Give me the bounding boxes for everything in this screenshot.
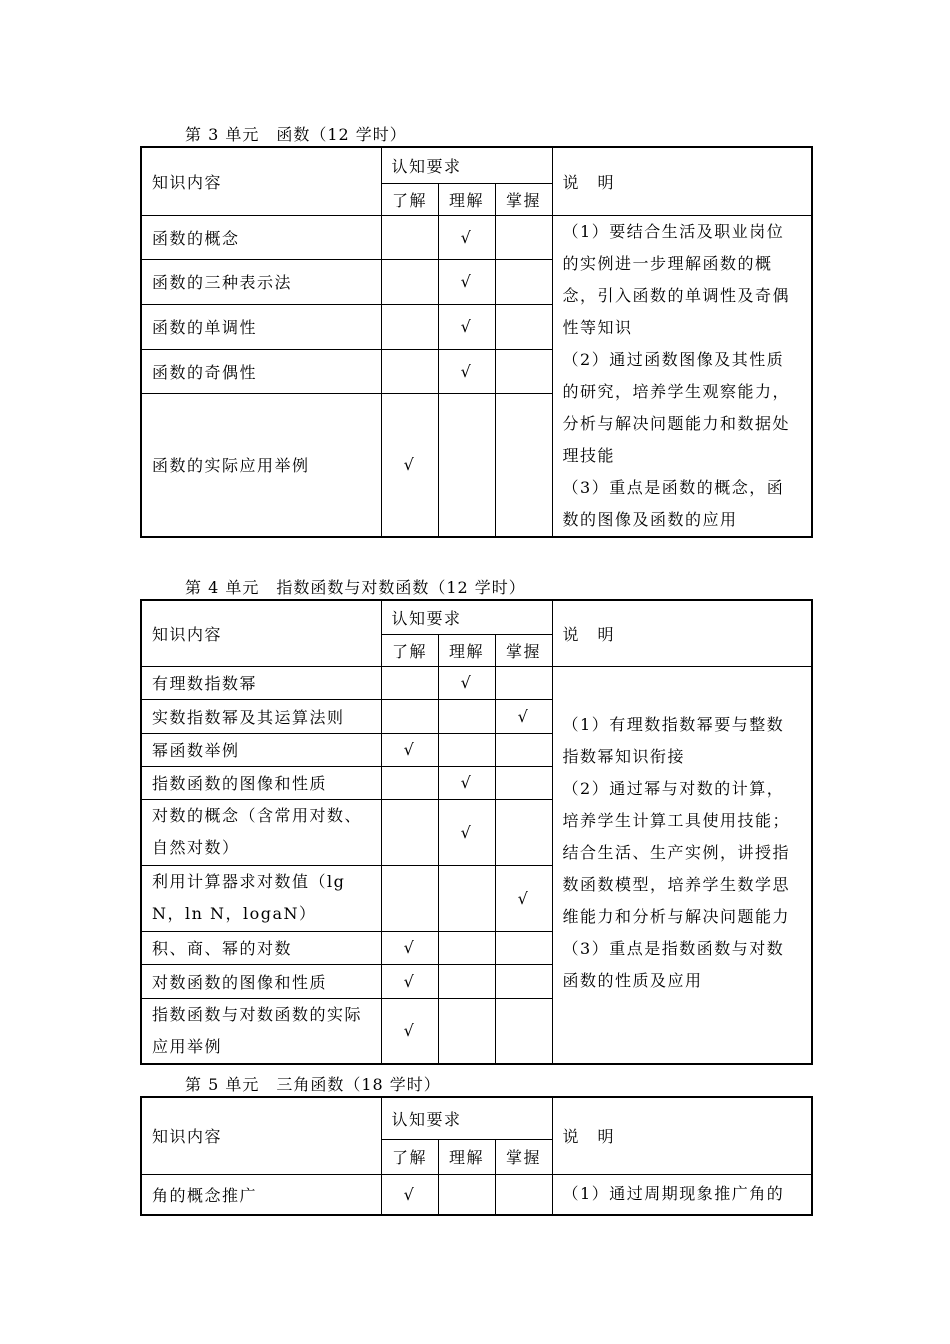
check-cell: √ bbox=[438, 766, 495, 799]
check-cell: √ bbox=[381, 1174, 438, 1215]
check-cell: √ bbox=[495, 699, 552, 733]
table-row-content: 利用计算器求对数值（lg N，ln N，logaN） bbox=[141, 865, 381, 931]
note-paragraph: （1）有理数指数幂要与整数指数幂知识衔接 bbox=[562, 714, 785, 766]
check-cell bbox=[438, 964, 495, 998]
check-cell bbox=[381, 699, 438, 733]
check-cell bbox=[381, 349, 438, 393]
check-cell bbox=[495, 349, 552, 393]
table-row-content: 函数的三种表示法 bbox=[141, 259, 381, 304]
check-cell: √ bbox=[381, 998, 438, 1064]
check-cell: √ bbox=[438, 799, 495, 865]
table-row-content: 对数函数的图像和性质 bbox=[141, 964, 381, 998]
table-row-content: 实数指数幂及其运算法则 bbox=[141, 699, 381, 733]
header-level-understand-basic: 了解 bbox=[381, 634, 438, 666]
header-knowledge: 知识内容 bbox=[141, 600, 381, 666]
header-level-comprehend: 理解 bbox=[438, 183, 495, 215]
check-cell bbox=[381, 259, 438, 304]
check-cell: √ bbox=[495, 865, 552, 931]
table-row-content: 函数的实际应用举例 bbox=[141, 393, 381, 536]
note-paragraph: （1）要结合生活及职业岗位的实例进一步理解函数的概念，引入函数的单调性及奇偶性等知识 bbox=[562, 221, 791, 337]
header-level-understand-basic: 了解 bbox=[381, 1139, 438, 1174]
header-level-comprehend: 理解 bbox=[438, 634, 495, 666]
table-row-content: 角的概念推广 bbox=[141, 1174, 381, 1215]
unit4-title: 第 4 单元 指数函数与对数函数（12 学时） bbox=[185, 578, 526, 597]
table-row-content: 有理数指数幂 bbox=[141, 666, 381, 699]
check-cell bbox=[495, 304, 552, 349]
check-cell bbox=[438, 733, 495, 766]
table-row-content: 积、商、幂的对数 bbox=[141, 931, 381, 964]
check-cell bbox=[495, 1174, 552, 1215]
check-cell bbox=[495, 215, 552, 259]
check-cell bbox=[495, 998, 552, 1064]
check-cell: √ bbox=[381, 733, 438, 766]
table-row-content: 对数的概念（含常用对数、自然对数） bbox=[141, 799, 381, 865]
header-note: 说 明 bbox=[552, 147, 812, 215]
header-knowledge: 知识内容 bbox=[141, 1097, 381, 1174]
check-cell bbox=[381, 666, 438, 699]
note-paragraph: （2）通过函数图像及其性质的研究，培养学生观察能力，分析与解决问题能力和数据处理技能 bbox=[562, 349, 791, 465]
check-cell bbox=[438, 393, 495, 536]
check-cell: √ bbox=[438, 259, 495, 304]
check-cell: √ bbox=[438, 304, 495, 349]
note-paragraph: （2）通过幂与对数的计算，培养学生计算工具使用技能；结合生活、生产实例，讲授指数函数模型，培养学生数学思维能力和分析与解决问题能力 bbox=[562, 778, 791, 926]
check-cell: √ bbox=[438, 215, 495, 259]
check-cell bbox=[438, 998, 495, 1064]
unit3-notes bbox=[552, 215, 812, 537]
unit5-title: 第 5 单元 三角函数（18 学时） bbox=[185, 1075, 441, 1094]
table-row-content: 函数的单调性 bbox=[141, 304, 381, 349]
header-note: 说 明 bbox=[552, 1097, 812, 1174]
check-cell bbox=[495, 666, 552, 699]
table-row-content: 指数函数与对数函数的实际应用举例 bbox=[141, 998, 381, 1064]
header-cognitive: 认知要求 bbox=[381, 600, 552, 634]
header-level-comprehend: 理解 bbox=[438, 1139, 495, 1174]
check-cell bbox=[495, 393, 552, 536]
check-cell bbox=[438, 699, 495, 733]
table-row-content: 函数的奇偶性 bbox=[141, 349, 381, 393]
unit3-title: 第 3 单元 函数（12 学时） bbox=[185, 125, 407, 144]
header-knowledge: 知识内容 bbox=[141, 147, 381, 215]
check-cell bbox=[381, 304, 438, 349]
check-cell bbox=[495, 964, 552, 998]
check-cell: √ bbox=[381, 964, 438, 998]
check-cell bbox=[381, 766, 438, 799]
check-cell bbox=[495, 931, 552, 964]
unit5-notes bbox=[552, 1174, 812, 1215]
header-level-understand-basic: 了解 bbox=[381, 183, 438, 215]
note-paragraph: （3）重点是指数函数与对数函数的性质及应用 bbox=[562, 938, 785, 990]
check-cell bbox=[438, 1174, 495, 1215]
check-cell bbox=[495, 733, 552, 766]
unit4-notes bbox=[552, 666, 812, 1064]
check-cell bbox=[381, 865, 438, 931]
check-cell bbox=[438, 931, 495, 964]
table-row-content: 指数函数的图像和性质 bbox=[141, 766, 381, 799]
check-cell bbox=[495, 799, 552, 865]
check-cell: √ bbox=[438, 349, 495, 393]
check-cell bbox=[381, 215, 438, 259]
check-cell: √ bbox=[381, 931, 438, 964]
header-note: 说 明 bbox=[552, 600, 812, 666]
table-row-content: 幂函数举例 bbox=[141, 733, 381, 766]
header-cognitive: 认知要求 bbox=[381, 1097, 552, 1139]
check-cell bbox=[495, 259, 552, 304]
unit5-table bbox=[140, 1096, 813, 1216]
header-level-master: 掌握 bbox=[495, 634, 552, 666]
check-cell bbox=[381, 799, 438, 865]
unit4-table bbox=[140, 599, 813, 1065]
header-level-master: 掌握 bbox=[495, 183, 552, 215]
note-paragraph: （3）重点是函数的概念，函数的图像及函数的应用 bbox=[562, 477, 785, 529]
check-cell bbox=[438, 865, 495, 931]
table-row-content: 函数的概念 bbox=[141, 215, 381, 259]
header-cognitive: 认知要求 bbox=[381, 147, 552, 183]
note-paragraph: （1）通过周期现象推广角的 bbox=[562, 1184, 785, 1204]
check-cell bbox=[495, 766, 552, 799]
check-cell: √ bbox=[438, 666, 495, 699]
unit3-table bbox=[140, 146, 813, 538]
header-level-master: 掌握 bbox=[495, 1139, 552, 1174]
check-cell: √ bbox=[381, 393, 438, 536]
